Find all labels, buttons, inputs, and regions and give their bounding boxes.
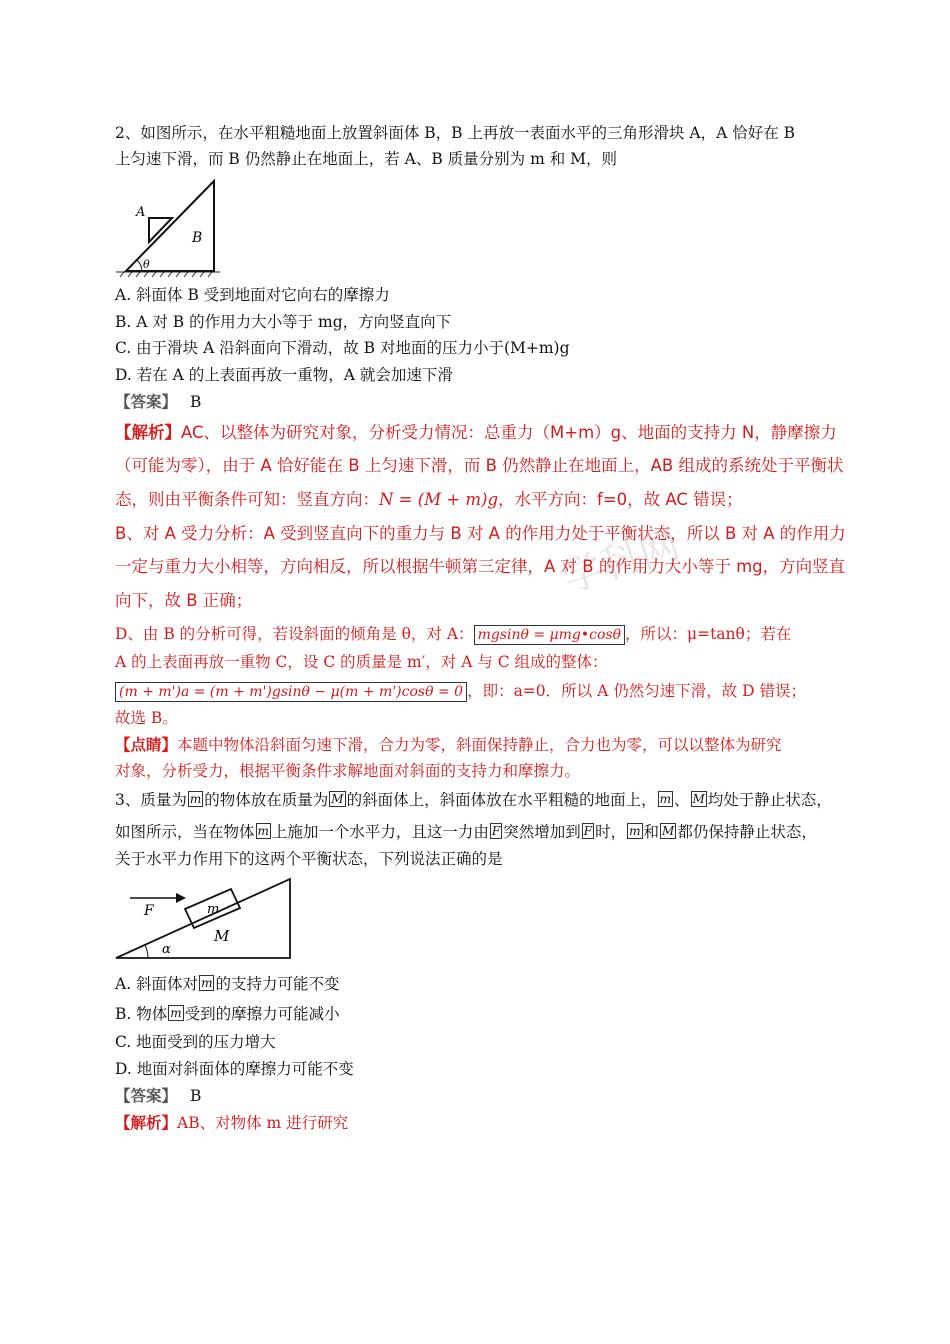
symbol-m: m — [201, 976, 213, 990]
option-text: 受到的摩擦力可能减小 — [184, 1005, 340, 1023]
q2-analysis-line7 — [115, 622, 791, 646]
stem-text: 、 — [673, 791, 690, 809]
analysis-text: ，所以：μ=tanθ；若在 — [625, 625, 792, 643]
q3-stem-line2 — [115, 820, 817, 844]
q2-comment-line1 — [115, 733, 782, 757]
option-text: A. 斜面体对 — [115, 975, 199, 993]
incline-body-b — [126, 181, 214, 271]
symbol-F: F — [583, 824, 593, 838]
q3-stem-line1 — [115, 788, 832, 812]
answer-value: B — [189, 393, 202, 411]
stem-text: 和 — [643, 823, 660, 841]
q2-option-d: D. 若在 A 的上表面再放一重物，A 就会加速下滑 — [115, 366, 453, 384]
q2-option-c: C. 由于滑块 A 沿斜面向下滑动，故 B 对地面的压力小于(M+m)g — [115, 339, 570, 357]
stem-text: 的物体放在质量为 — [204, 791, 329, 809]
q2-figure-incline — [112, 175, 224, 280]
q2-analysis-line3 — [115, 488, 743, 512]
comment-text: 本题中物体沿斜面匀速下滑，合力为零，斜面保持静止，合力也为零，可以以整体为研究 — [177, 736, 782, 754]
stem-text: 的斜面体上，斜面体放在水平粗糙的地面上， — [346, 791, 657, 809]
vertical-balance-formula: N = (M + m)g — [379, 490, 499, 509]
label-m: m — [207, 902, 220, 917]
analysis-text: 态，则由平衡条件可知：竖直方向： — [115, 490, 379, 509]
q2-analysis-line10: 故选 B。 — [115, 709, 178, 727]
q3-option-c: C. 地面受到的压力增大 — [115, 1033, 276, 1051]
label-b: B — [192, 230, 203, 246]
q2-analysis-line4: B、对 A 受力分析：A 受到竖直向下的重力与 B 对 A 的作用力处于平衡状态，所以 B 对 A 的作用力 — [115, 524, 846, 543]
ground-hatching — [116, 272, 220, 277]
label-alpha: α — [162, 942, 171, 957]
option-text: 的支持力可能不变 — [215, 975, 340, 993]
analysis-text: D、由 B 的分析可得，若设斜面的倾角是 θ，对 A： — [115, 625, 474, 643]
q2-comment-line2: 对象，分析受力，根据平衡条件求解地面对斜面的支持力和摩擦力。 — [115, 762, 581, 780]
answer-label: 【答案】 — [115, 392, 178, 411]
slider-block-a — [149, 218, 172, 242]
symbol-F: F — [491, 824, 501, 838]
q2-analysis-line9 — [115, 679, 806, 703]
label-f: F — [144, 903, 154, 919]
q2-answer — [115, 390, 201, 414]
option-text: B. 物体 — [115, 1005, 168, 1023]
comment-label: 【点睛】 — [115, 735, 178, 754]
stem-text: 上施加一个水平力，且这一力由 — [271, 823, 489, 841]
q3-analysis-line1 — [115, 1111, 348, 1135]
force-arrow-head — [176, 893, 186, 903]
q2-analysis-line1 — [115, 421, 837, 445]
whole-body-formula: (m + m')a = (m + m')gsinθ − μ(m + m')cosθ = 0 — [115, 682, 467, 702]
label-theta: θ — [143, 258, 150, 271]
stem-text: 突然增加到 — [503, 823, 581, 841]
angle-arc — [145, 945, 148, 958]
watermark: 学科网 — [556, 521, 686, 603]
q2-analysis-line6: 向下，故 B 正确； — [115, 591, 253, 610]
q3-figure-incline — [112, 873, 296, 963]
symbol-m: m — [257, 824, 269, 838]
analysis-label: 【解析】 — [115, 423, 181, 442]
friction-formula: mgsinθ = μmg•cosθ — [474, 625, 625, 645]
symbol-M: M — [331, 792, 344, 806]
stem-text: 时， — [595, 823, 627, 841]
analysis-text: AB、对物体 m 进行研究 — [177, 1114, 349, 1132]
label-big-m: M — [214, 927, 230, 945]
incline-body-m-big — [116, 879, 290, 958]
q3-option-d: D. 地面对斜面体的摩擦力可能不变 — [115, 1060, 354, 1078]
angle-arc — [137, 260, 142, 271]
q2-stem-line1: 2、如图所示，在水平粗糙地面上放置斜面体 B，B 上再放一表面水平的三角形滑块 A，A 恰好在 B — [115, 124, 796, 142]
q3-option-b — [115, 1002, 340, 1026]
analysis-text: ，水平方向：f=0，故 AC 错误； — [498, 490, 743, 509]
q2-analysis-line5: 一定与重力大小相等，方向相反，所以根据牛顿第三定律，A 对 B 的作用力大小等于 mg，方向竖直 — [115, 557, 846, 576]
answer-label: 【答案】 — [115, 1086, 178, 1105]
analysis-text: ，即：a=0．所以 A 仍然匀速下滑，故 D 错误； — [467, 682, 806, 700]
symbol-M: M — [692, 792, 705, 806]
symbol-M: M — [662, 824, 675, 838]
stem-text: 3、质量为 — [115, 791, 187, 809]
symbol-m: m — [629, 824, 641, 838]
label-a: A — [136, 205, 146, 220]
stem-text: 都仍保持静止状态， — [677, 823, 817, 841]
q3-answer — [115, 1084, 201, 1108]
symbol-m: m — [170, 1006, 182, 1020]
q3-stem-line3: 关于水平力作用下的这两个平衡状态，下列说法正确的是 — [115, 850, 503, 868]
q2-analysis-line8: A 的上表面再放一重物 C，设 C 的质量是 m′，对 A 与 C 组成的整体： — [115, 653, 608, 671]
analysis-label: 【解析】 — [115, 1113, 178, 1132]
q2-option-b: B. A 对 B 的作用力大小等于 mg，方向竖直向下 — [115, 313, 452, 331]
q2-analysis-line2: （可能为零），由于 A 恰好能在 B 上匀速下滑，而 B 仍然静止在地面上，AB 组成的系统处于平衡状 — [115, 456, 844, 475]
symbol-m: m — [659, 792, 671, 806]
analysis-text: AC、以整体为研究对象，分析受力情况：总重力（M+m）g、地面的支持力 N，静摩擦力 — [181, 423, 837, 442]
q3-option-a — [115, 972, 339, 996]
q2-stem-line2: 上匀速下滑，而 B 仍然静止在地面上，若 A、B 质量分别为 m 和 M，则 — [115, 150, 618, 168]
answer-value: B — [189, 1087, 202, 1105]
stem-text: 均处于静止状态， — [707, 791, 832, 809]
symbol-m: m — [189, 792, 202, 806]
q2-option-a: A. 斜面体 B 受到地面对它向右的摩擦力 — [115, 286, 390, 304]
stem-text: 如图所示，当在物体 — [115, 823, 255, 841]
